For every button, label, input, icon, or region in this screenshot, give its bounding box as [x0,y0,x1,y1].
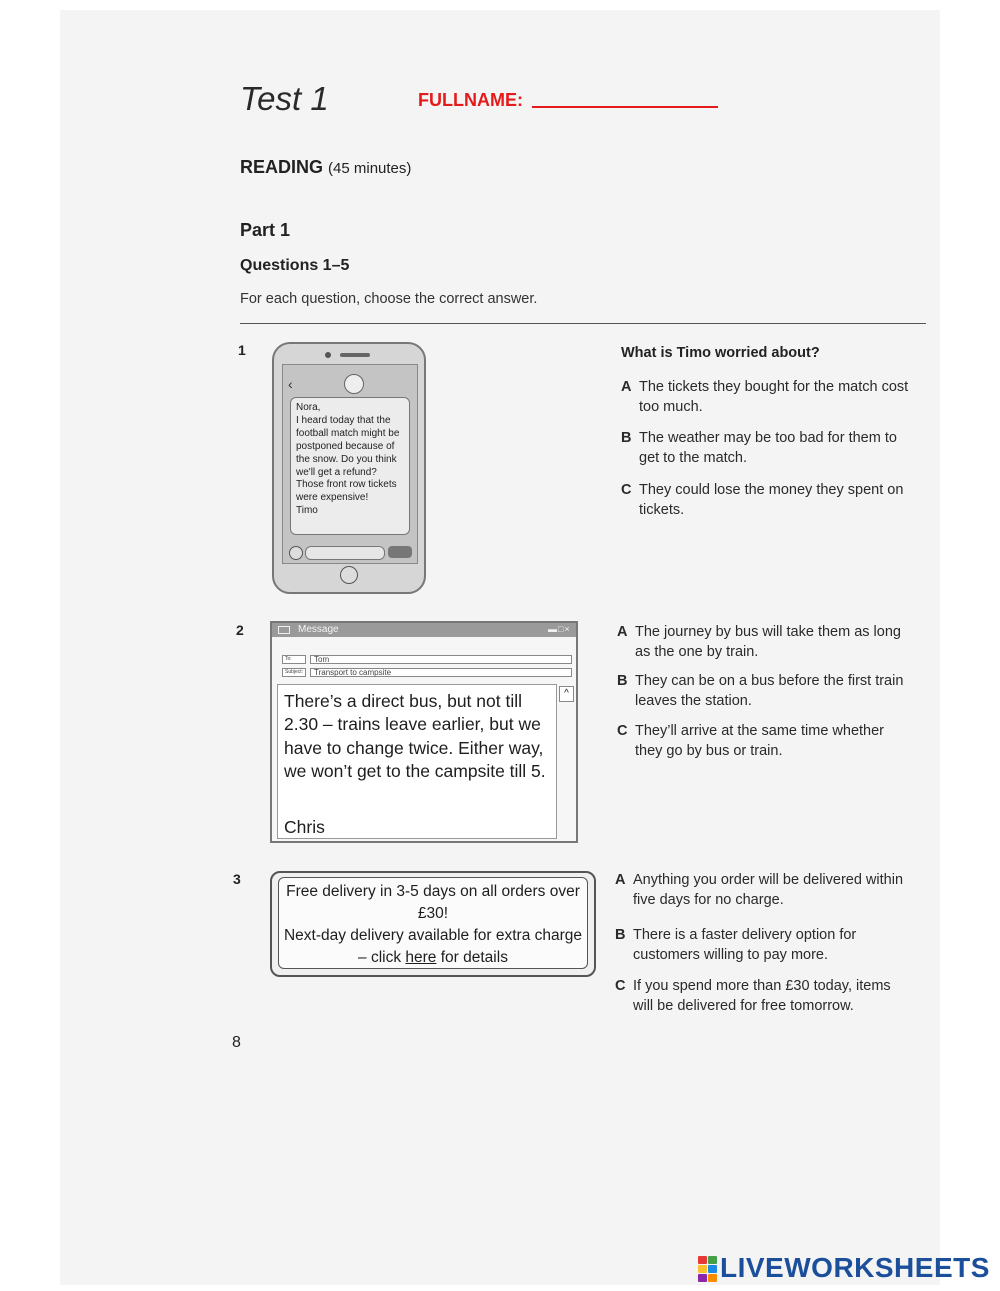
reading-duration: (45 minutes) [328,160,412,177]
question-1-number: 1 [238,342,246,358]
banner-line-2-before: Next-day delivery available for extra charge – click [283,927,583,966]
option-text: The tickets they bought for the match cost too much. [639,379,909,415]
option-letter: B [615,927,626,943]
phone-camera-icon [325,352,331,358]
part-heading: Part 1 [240,220,291,240]
subject-label: Subject: [282,668,306,677]
option-letter: C [617,723,628,739]
option-text: Anything you order will be delivered within five days for no charge. [633,872,904,908]
window-controls-icon: ▬□× [548,624,571,634]
option-text: There is a faster delivery option for customers willing to pay more. [633,927,857,963]
question-1-prompt: What is Timo worried about? [621,345,820,361]
back-chevron-icon: ‹ [288,376,293,392]
questions-heading: Questions 1–5 [240,257,350,274]
liveworksheets-logo-icon [698,1256,718,1282]
option-text: They’ll arrive at the same time whether they go by bus or train. [635,723,885,759]
delivery-banner-text [282,881,584,969]
option-text: The weather may be too bad for them to get to the match. [639,430,897,466]
option-text: They could lose the money they spent on tickets. [639,482,904,518]
divider [240,323,926,324]
option-text: If you spend more than £30 today, items will be delivered for free tomorrow. [633,978,891,1014]
question-2-number: 2 [236,622,244,638]
option-text: They can be on a bus before the first train leaves the station. [635,673,904,709]
home-button-icon [340,566,358,584]
avatar-icon [344,374,364,394]
subject-field: Transport to campsite [310,668,572,677]
to-field: Tom [310,655,572,664]
fullname-label: FULLNAME: [418,90,523,110]
emoji-icon [289,546,303,560]
details-link[interactable]: here [405,949,437,966]
envelope-icon [278,626,290,634]
scroll-up-icon: ^ [559,686,574,702]
send-icon [388,546,412,558]
test-title: Test 1 [240,80,329,117]
banner-line-2 [282,925,584,969]
text-message-bubble: Nora, I heard today that the football match might be postponed because of the snow. Do you think we'll get a refund? Those front row tickets were expensive! Timo [290,397,410,535]
message-input-icon [305,546,385,560]
instruction-text: For each question, choose the correct answer. [240,291,538,307]
option-letter: A [617,624,628,640]
email-body-text: There’s a direct bus, but not till 2.30 – trains leave earlier, but we have to change twice. Either way, we won’t get to the campsite till 5. [284,691,546,781]
watermark-text: LIVEWORKSHEETS [720,1252,990,1283]
option-letter: B [621,430,632,446]
question-3-number: 3 [233,871,241,887]
banner-line-2-after: for details [436,949,508,966]
reading-label: READING [240,157,324,177]
page-number: 8 [232,1034,241,1051]
email-signature: Chris [284,817,325,837]
to-label: To: [282,655,306,664]
banner-line-1: Free delivery in 3-5 days on all orders over £30! [286,883,580,922]
option-letter: C [621,482,632,498]
option-letter: C [615,978,626,994]
email-window-title: Message [298,624,339,635]
reading-heading [240,157,411,178]
option-letter: A [621,379,632,395]
option-letter: A [615,872,626,888]
fullname-input-line[interactable] [532,106,718,108]
phone-speaker-icon [340,353,370,357]
option-text: The journey by bus will take them as long as the one by train. [635,624,901,660]
option-letter: B [617,673,628,689]
